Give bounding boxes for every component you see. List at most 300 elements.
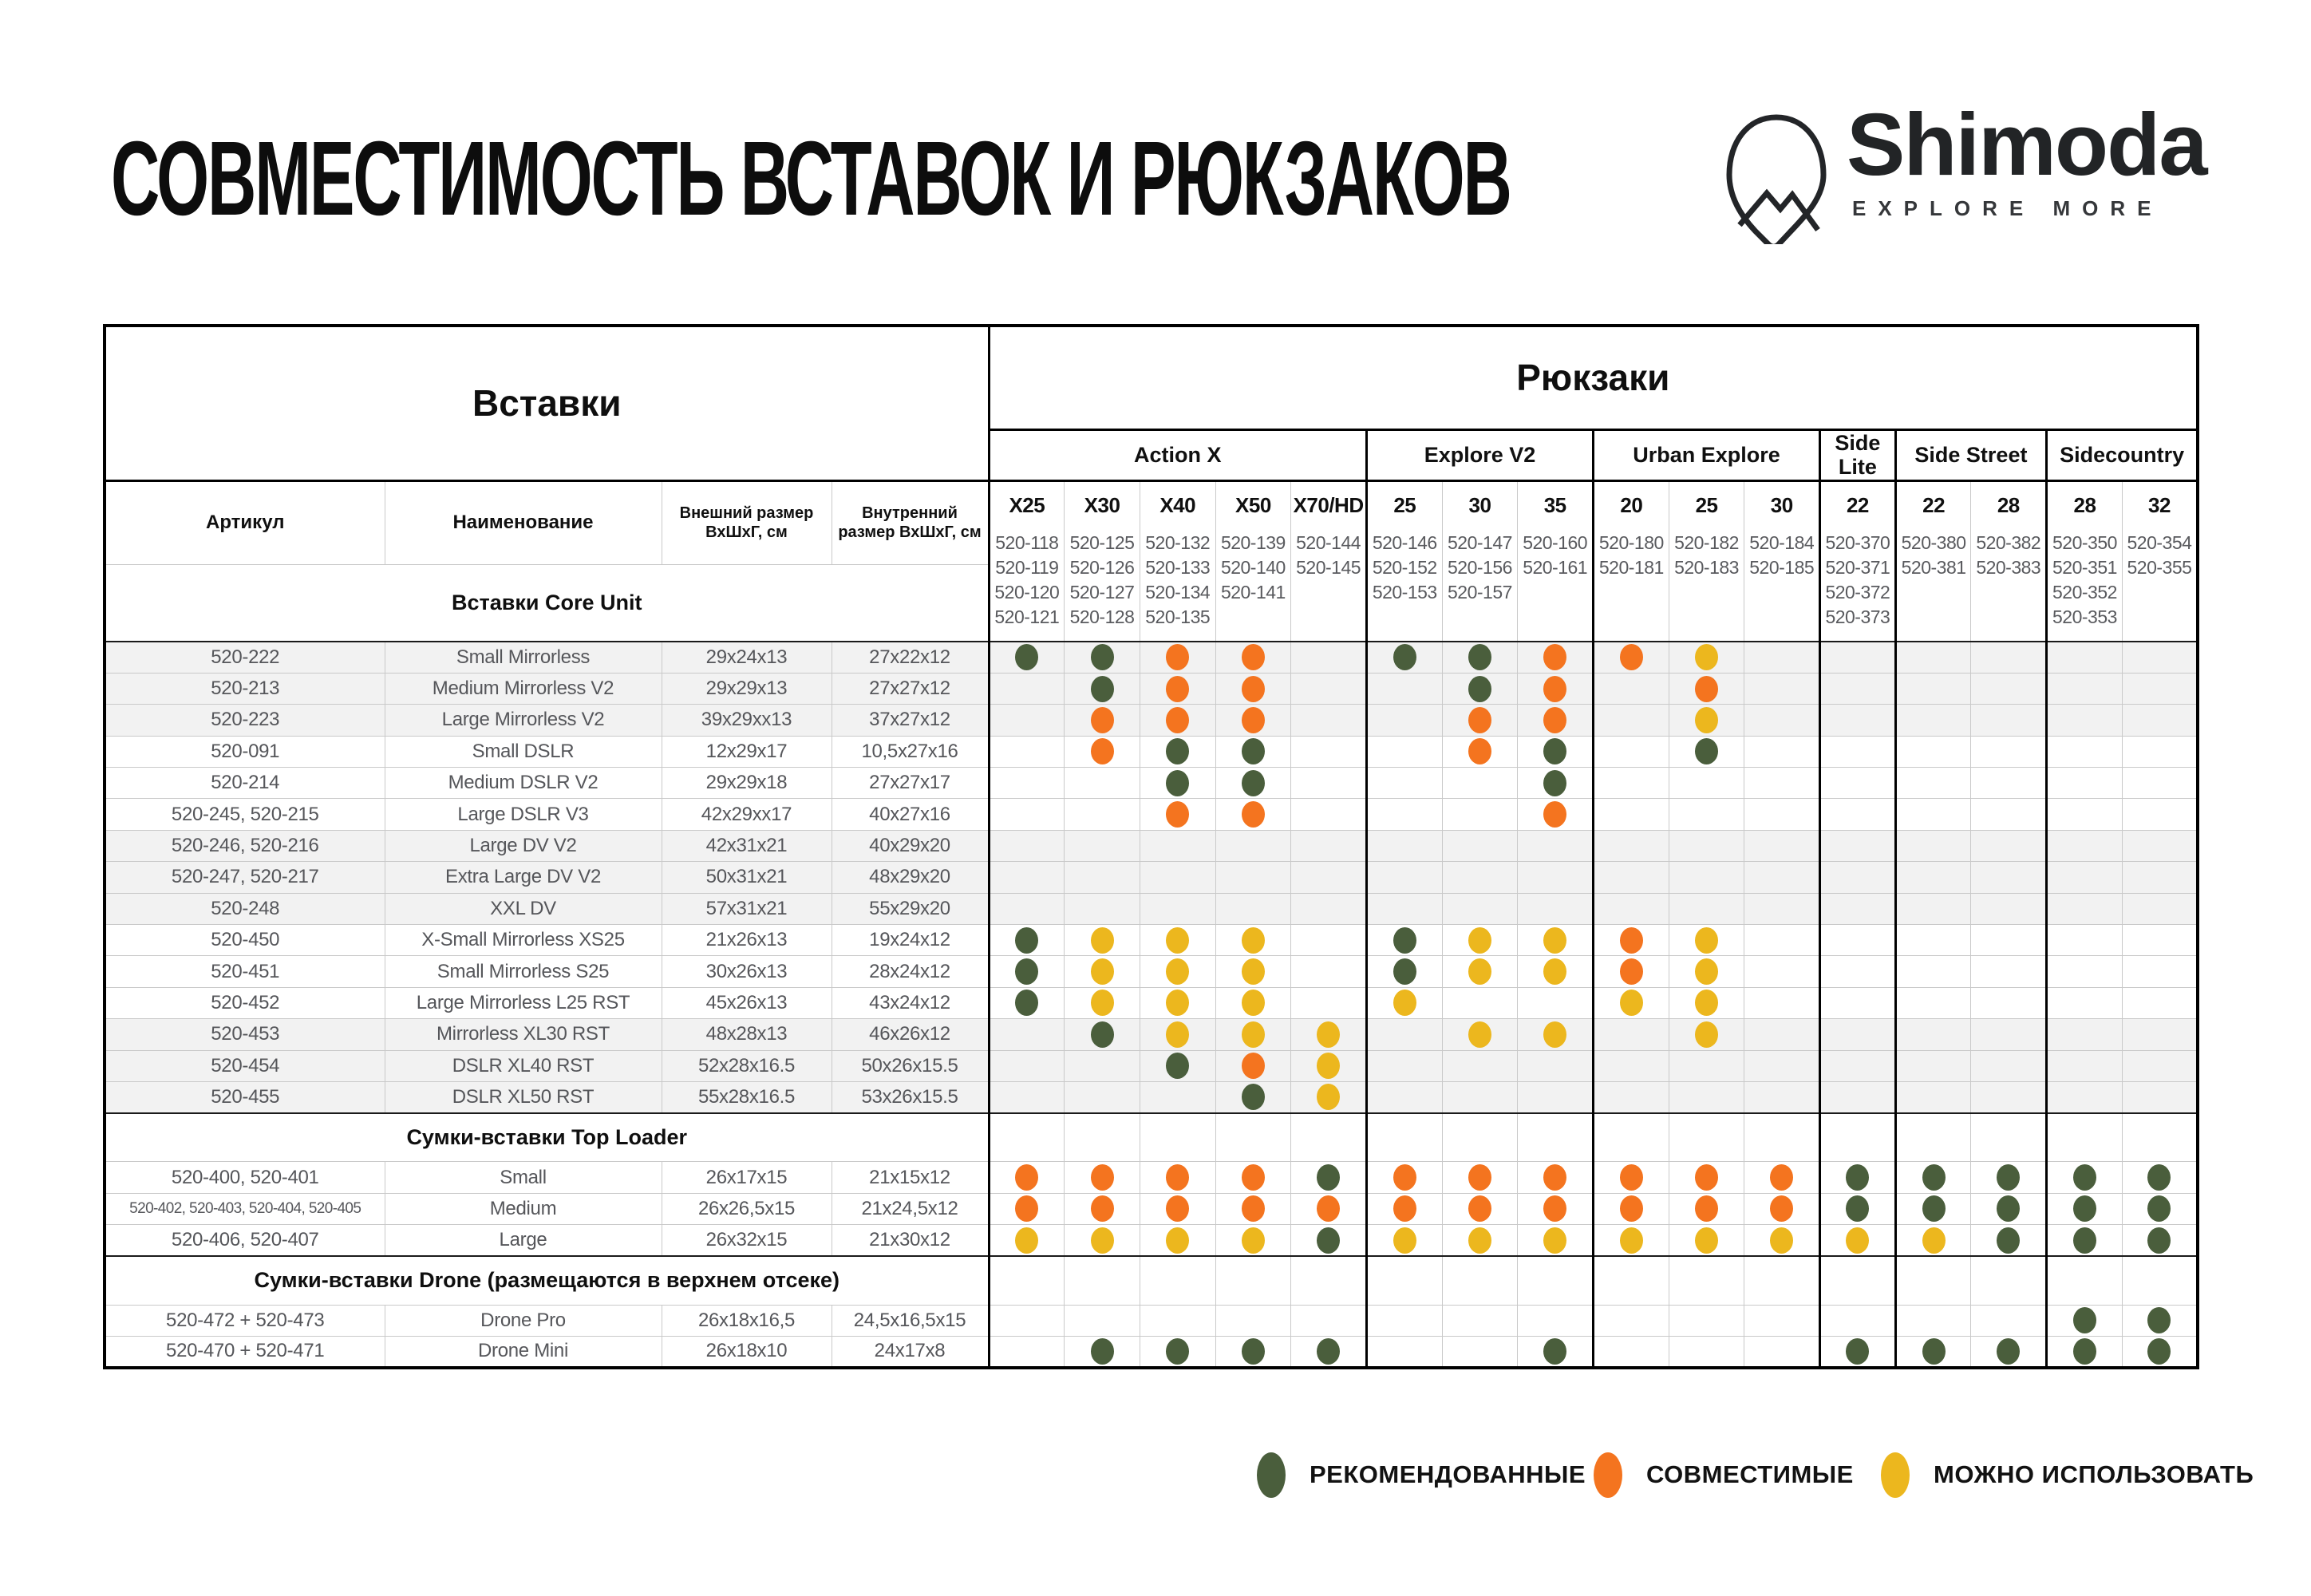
compat-cell	[1518, 830, 1594, 861]
section-filler-cell	[989, 1113, 1065, 1162]
dot-usable	[1166, 927, 1189, 954]
group-header: Side Street	[1895, 429, 2046, 480]
compat-cell	[1518, 956, 1594, 987]
group-header: Urban Explore	[1594, 429, 1820, 480]
compat-cell	[1594, 642, 1669, 673]
compat-cell	[1518, 1305, 1594, 1336]
compat-cell	[1366, 1336, 1442, 1367]
article-cell: 520-248	[105, 893, 385, 924]
dot-recommended	[1468, 644, 1491, 670]
compat-cell	[1366, 1305, 1442, 1336]
compat-cell	[1669, 1019, 1744, 1050]
compat-cell	[1971, 956, 2047, 987]
compat-cell	[1820, 956, 1896, 987]
compat-cell	[2047, 1305, 2123, 1336]
backpack-model-label: 25	[1393, 492, 1416, 517]
int-size-cell: 53x26x15.5	[832, 1081, 989, 1112]
section-filler-cell	[1442, 1113, 1518, 1162]
compat-cell	[1215, 1305, 1291, 1336]
compat-cell	[1820, 1336, 1896, 1367]
compat-cell	[989, 1019, 1065, 1050]
dot-compatible	[1543, 1164, 1566, 1191]
compat-cell	[2047, 925, 2123, 956]
dot-compatible	[1166, 801, 1189, 828]
compat-cell	[1971, 705, 2047, 736]
table-row	[105, 1081, 2198, 1112]
compat-cell	[2122, 673, 2198, 704]
legend-label: СОВМЕСТИМЫЕ	[1646, 1460, 1854, 1488]
dot-recommended	[1242, 738, 1265, 764]
dot-recommended	[2147, 1338, 2171, 1365]
compat-cell	[1744, 830, 1820, 861]
compat-cell	[1971, 1050, 2047, 1081]
compat-cell	[1594, 1162, 1669, 1193]
compat-cell	[2047, 1193, 2123, 1224]
dot-compatible	[1242, 676, 1265, 702]
backpack-model-header	[1065, 480, 1140, 642]
table-row	[105, 1305, 2198, 1336]
legend-dot-y	[1881, 1452, 1910, 1498]
compat-cell	[1366, 1162, 1442, 1193]
compat-cell	[1895, 768, 1971, 799]
compat-cell	[1971, 1019, 2047, 1050]
compat-cell	[1518, 1225, 1594, 1256]
compat-cell	[1895, 1050, 1971, 1081]
name-cell: Small Mirrorless	[385, 642, 662, 673]
dot-compatible	[1695, 1164, 1718, 1191]
dot-recommended	[1015, 958, 1038, 985]
dot-compatible	[1393, 1164, 1416, 1191]
dot-recommended	[2073, 1338, 2096, 1365]
compat-cell	[1140, 642, 1215, 673]
backpack-article-list: 520-354 520-355	[2127, 531, 2192, 578]
compat-cell	[2122, 642, 2198, 673]
compat-cell	[1140, 1225, 1215, 1256]
compat-cell	[1669, 1162, 1744, 1193]
dot-compatible	[1543, 676, 1566, 702]
dot-usable	[1620, 1227, 1643, 1254]
backpack-model-header	[1140, 480, 1215, 642]
compat-cell	[1744, 1162, 1820, 1193]
dot-usable	[1166, 1227, 1189, 1254]
ext-size-cell: 29x24x13	[662, 642, 832, 673]
dot-recommended	[1543, 770, 1566, 796]
compat-cell	[1442, 925, 1518, 956]
compat-cell	[1971, 893, 2047, 924]
section-filler-cell	[1820, 1256, 1896, 1305]
dot-compatible	[1242, 707, 1265, 733]
compat-cell	[2047, 1225, 2123, 1256]
dot-compatible	[1468, 1195, 1491, 1222]
backpack-model-header	[1518, 480, 1594, 642]
compat-cell	[1291, 1162, 1367, 1193]
int-size-cell: 24x17x8	[832, 1336, 989, 1367]
dot-recommended	[1091, 1021, 1114, 1048]
section-filler-cell	[1518, 1256, 1594, 1305]
table-row	[105, 830, 2198, 861]
article-cell: 520-214	[105, 768, 385, 799]
int-size-cell: 40x27x16	[832, 799, 989, 830]
dot-recommended	[1242, 1338, 1265, 1365]
compat-cell	[1744, 1019, 1820, 1050]
dot-usable	[1091, 958, 1114, 985]
backpack-model-header	[1366, 480, 1442, 642]
name-cell: Mirrorless XL30 RST	[385, 1019, 662, 1050]
compat-cell	[1744, 736, 1820, 767]
dot-compatible	[1015, 1164, 1038, 1191]
compat-cell	[989, 642, 1065, 673]
dot-usable	[1695, 990, 1718, 1016]
table-row	[105, 705, 2198, 736]
dot-recommended	[1015, 990, 1038, 1016]
table-row	[105, 956, 2198, 987]
compat-cell	[1895, 956, 1971, 987]
compat-cell	[1518, 987, 1594, 1018]
legend-dot-o	[1594, 1452, 1622, 1498]
dot-recommended	[1317, 1164, 1340, 1191]
backpack-article-list: 520-382 520-383	[1976, 531, 2041, 578]
dot-compatible	[1166, 1195, 1189, 1222]
int-size-cell: 21x24,5x12	[832, 1193, 989, 1224]
section-filler-cell	[1594, 1113, 1669, 1162]
compat-cell	[989, 956, 1065, 987]
compat-cell	[1366, 705, 1442, 736]
name-cell: Medium	[385, 1193, 662, 1224]
compat-cell	[1442, 956, 1518, 987]
backpack-model-label: 32	[2148, 492, 2171, 517]
compat-cell	[1895, 1336, 1971, 1367]
compat-cell	[1442, 987, 1518, 1018]
dot-compatible	[1317, 1195, 1340, 1222]
compat-cell	[1215, 893, 1291, 924]
compat-cell	[1366, 1225, 1442, 1256]
compat-cell	[1140, 799, 1215, 830]
dot-usable	[1468, 1227, 1491, 1254]
compat-cell	[1594, 736, 1669, 767]
compat-cell	[1744, 673, 1820, 704]
compat-cell	[1744, 987, 1820, 1018]
compat-cell	[1594, 956, 1669, 987]
backpack-article-list: 520-144 520-145	[1296, 531, 1361, 578]
dot-recommended	[1997, 1338, 2020, 1365]
name-cell: Small	[385, 1162, 662, 1193]
article-cell: 520-223	[105, 705, 385, 736]
dot-compatible	[1166, 676, 1189, 702]
dot-usable	[1166, 1021, 1189, 1048]
compat-cell	[2047, 705, 2123, 736]
compat-cell	[1895, 1305, 1971, 1336]
compat-cell	[1518, 673, 1594, 704]
dot-compatible	[1620, 927, 1643, 954]
dot-recommended	[1846, 1338, 1869, 1365]
dot-compatible	[1393, 1195, 1416, 1222]
compat-cell	[1744, 893, 1820, 924]
compat-cell	[1971, 862, 2047, 893]
compat-cell	[1366, 736, 1442, 767]
dot-compatible	[1091, 707, 1114, 733]
dot-recommended	[1543, 738, 1566, 764]
compat-cell	[1518, 705, 1594, 736]
dot-recommended	[1997, 1227, 2020, 1254]
legend-label: МОЖНО ИСПОЛЬЗОВАТЬ	[1934, 1460, 2254, 1488]
article-cell: 520-454	[105, 1050, 385, 1081]
group-header: Side Lite	[1820, 429, 1896, 480]
compat-cell	[1442, 893, 1518, 924]
dot-recommended	[2073, 1307, 2096, 1333]
compat-cell	[1669, 1336, 1744, 1367]
compat-cell	[989, 925, 1065, 956]
compat-cell	[1291, 893, 1367, 924]
compat-cell	[1442, 799, 1518, 830]
name-cell: Large Mirrorless L25 RST	[385, 987, 662, 1018]
dot-usable	[1543, 1227, 1566, 1254]
compat-cell	[2047, 987, 2123, 1018]
table-row	[105, 987, 2198, 1018]
compat-cell	[2122, 1225, 2198, 1256]
compat-cell	[1820, 1305, 1896, 1336]
compat-cell	[1820, 1193, 1896, 1224]
ext-size-cell: 26x18x16,5	[662, 1305, 832, 1336]
compat-cell	[1291, 1050, 1367, 1081]
compat-cell	[1065, 862, 1140, 893]
article-cell: 520-091	[105, 736, 385, 767]
dot-recommended	[1242, 1084, 1265, 1110]
compat-cell	[1366, 987, 1442, 1018]
name-cell: Drone Pro	[385, 1305, 662, 1336]
inserts-header: Вставки	[105, 326, 989, 480]
compat-cell	[1215, 705, 1291, 736]
compat-cell	[1669, 736, 1744, 767]
compat-cell	[1895, 1162, 1971, 1193]
dot-compatible	[1242, 1164, 1265, 1191]
int-size-cell: 27x27x12	[832, 673, 989, 704]
compat-cell	[1820, 1162, 1896, 1193]
group-header: Explore V2	[1366, 429, 1593, 480]
backpack-model-label: X70/HD	[1293, 492, 1364, 517]
compat-cell	[1518, 925, 1594, 956]
compat-cell	[989, 736, 1065, 767]
compat-cell	[1594, 830, 1669, 861]
compat-cell	[1065, 642, 1140, 673]
compat-cell	[989, 893, 1065, 924]
mountain-drop-icon	[1722, 113, 1831, 244]
compat-cell	[1895, 799, 1971, 830]
section-filler-cell	[1895, 1113, 1971, 1162]
compat-cell	[1594, 673, 1669, 704]
section-header: Сумки-вставки Top Loader	[105, 1113, 989, 1162]
compat-cell	[1971, 642, 2047, 673]
backpack-model-label: 22	[1922, 492, 1946, 517]
compat-cell	[1895, 893, 1971, 924]
backpack-model-label: 25	[1695, 492, 1718, 517]
compat-cell	[1594, 893, 1669, 924]
dot-recommended	[1922, 1195, 1946, 1222]
compat-cell	[1291, 642, 1367, 673]
compat-cell	[2122, 1162, 2198, 1193]
compat-cell	[1669, 925, 1744, 956]
backpack-article-list: 520-160 520-161	[1523, 531, 1588, 578]
name-cell: Large	[385, 1225, 662, 1256]
ext-size-cell: 52x28x16.5	[662, 1050, 832, 1081]
compat-cell	[1895, 736, 1971, 767]
dot-recommended	[1091, 644, 1114, 670]
section-filler-cell	[2122, 1256, 2198, 1305]
article-cell: 520-450	[105, 925, 385, 956]
compat-cell	[989, 987, 1065, 1018]
section-filler-cell	[1895, 1256, 1971, 1305]
compat-cell	[1744, 799, 1820, 830]
section-filler-cell	[1669, 1256, 1744, 1305]
dot-compatible	[1242, 1053, 1265, 1079]
compat-cell	[1140, 830, 1215, 861]
compat-cell	[1518, 862, 1594, 893]
compat-cell	[1140, 1162, 1215, 1193]
compat-cell	[1291, 956, 1367, 987]
compat-cell	[989, 1162, 1065, 1193]
compat-cell	[1518, 736, 1594, 767]
compat-cell	[1820, 736, 1896, 767]
section-filler-cell	[1291, 1113, 1367, 1162]
dot-compatible	[1620, 644, 1643, 670]
backpack-model-header	[1215, 480, 1291, 642]
dot-recommended	[1846, 1164, 1869, 1191]
dot-compatible	[1468, 707, 1491, 733]
compat-cell	[1215, 925, 1291, 956]
int-size-cell: 27x22x12	[832, 642, 989, 673]
dot-compatible	[1543, 644, 1566, 670]
compat-cell	[1820, 1081, 1896, 1112]
dot-compatible	[1166, 1164, 1189, 1191]
compat-cell	[2122, 956, 2198, 987]
compat-cell	[1065, 830, 1140, 861]
compat-cell	[2047, 1050, 2123, 1081]
compat-cell	[1895, 862, 1971, 893]
compat-cell	[1065, 893, 1140, 924]
section-filler-cell	[1669, 1113, 1744, 1162]
compat-cell	[1971, 1162, 2047, 1193]
compat-cell	[1744, 1305, 1820, 1336]
section-filler-cell	[1065, 1256, 1140, 1305]
article-cell: 520-222	[105, 642, 385, 673]
compat-cell	[1065, 736, 1140, 767]
compat-cell	[1669, 673, 1744, 704]
dot-compatible	[1620, 1164, 1643, 1191]
name-cell: Large DSLR V3	[385, 799, 662, 830]
dot-recommended	[2073, 1164, 2096, 1191]
dot-compatible	[1620, 958, 1643, 985]
compat-cell	[2047, 1081, 2123, 1112]
name-cell: Large Mirrorless V2	[385, 705, 662, 736]
compat-cell	[1065, 1019, 1140, 1050]
section-filler-cell	[989, 1256, 1065, 1305]
compat-cell	[1065, 673, 1140, 704]
compat-cell	[2047, 799, 2123, 830]
ext-size-cell: 21x26x13	[662, 925, 832, 956]
section-filler-cell	[1744, 1256, 1820, 1305]
int-size-cell: 21x30x12	[832, 1225, 989, 1256]
compat-cell	[1140, 1305, 1215, 1336]
section-filler-cell	[1366, 1113, 1442, 1162]
dot-usable	[1166, 958, 1189, 985]
table-row	[105, 1162, 2198, 1193]
compat-cell	[1291, 705, 1367, 736]
compat-cell	[1442, 1019, 1518, 1050]
backpack-model-header	[989, 480, 1065, 642]
dot-recommended	[1543, 1338, 1566, 1365]
ext-size-cell: 29x29x13	[662, 673, 832, 704]
compat-cell	[1366, 1019, 1442, 1050]
name-cell: X-Small Mirrorless XS25	[385, 925, 662, 956]
compat-cell	[1442, 1193, 1518, 1224]
compat-cell	[1518, 1081, 1594, 1112]
backpack-model-header	[1291, 480, 1367, 642]
int-size-cell: 19x24x12	[832, 925, 989, 956]
dot-compatible	[1543, 707, 1566, 733]
compat-cell	[1065, 1050, 1140, 1081]
int-size-cell: 27x27x17	[832, 768, 989, 799]
dot-compatible	[1242, 1195, 1265, 1222]
table-row	[105, 1256, 2198, 1305]
compat-cell	[1518, 1050, 1594, 1081]
int-size-cell: 37x27x12	[832, 705, 989, 736]
dot-compatible	[1166, 644, 1189, 670]
dot-compatible	[1166, 707, 1189, 733]
dot-compatible	[1468, 738, 1491, 764]
compat-cell	[1744, 1336, 1820, 1367]
compat-cell	[1065, 1336, 1140, 1367]
dot-usable	[1846, 1227, 1869, 1254]
dot-usable	[1393, 990, 1416, 1016]
legend	[1249, 1443, 2254, 1507]
group-header: Action X	[989, 429, 1366, 480]
compat-cell	[1215, 862, 1291, 893]
section-filler-cell	[1518, 1113, 1594, 1162]
section-filler-cell	[1971, 1113, 2047, 1162]
dot-recommended	[1166, 1338, 1189, 1365]
dot-usable	[1015, 1227, 1038, 1254]
compat-cell	[1215, 1050, 1291, 1081]
compat-cell	[1820, 642, 1896, 673]
compat-cell	[1215, 736, 1291, 767]
compat-cell	[1442, 1225, 1518, 1256]
compat-cell	[1291, 799, 1367, 830]
name-cell: XXL DV	[385, 893, 662, 924]
compat-cell	[1140, 987, 1215, 1018]
dot-compatible	[1620, 1195, 1643, 1222]
compat-cell	[2047, 956, 2123, 987]
compat-cell	[1366, 768, 1442, 799]
compat-cell	[1669, 862, 1744, 893]
compat-cell	[1594, 987, 1669, 1018]
table-row	[105, 1113, 2198, 1162]
article-cell: 520-406, 520-407	[105, 1225, 385, 1256]
table-row	[105, 673, 2198, 704]
compatibility-table	[103, 324, 2199, 1369]
int-size-cell: 43x24x12	[832, 987, 989, 1018]
compat-cell	[1442, 1050, 1518, 1081]
compat-cell	[1594, 1193, 1669, 1224]
table-row	[105, 768, 2198, 799]
table-body	[105, 326, 2198, 1368]
compat-cell	[1594, 1081, 1669, 1112]
compat-cell	[1820, 673, 1896, 704]
compat-cell	[2122, 893, 2198, 924]
ext-size-cell: 26x17x15	[662, 1162, 832, 1193]
name-cell: Drone Mini	[385, 1336, 662, 1367]
table-row	[105, 1193, 2198, 1224]
section-filler-cell	[2047, 1113, 2123, 1162]
compat-cell	[2122, 768, 2198, 799]
